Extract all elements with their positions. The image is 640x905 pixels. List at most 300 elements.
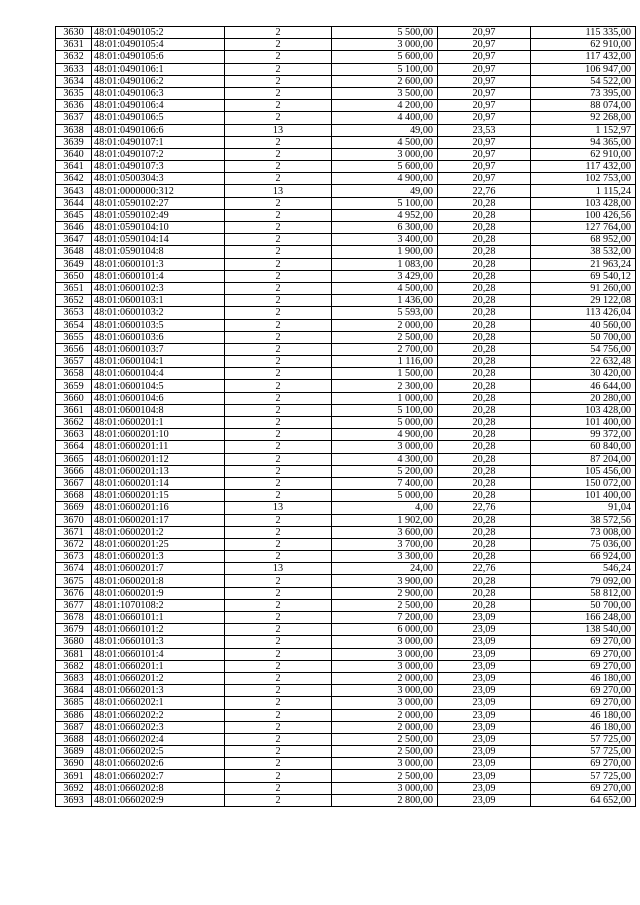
rate-cell: 23,09 bbox=[438, 758, 531, 770]
category-code-cell: 2 bbox=[225, 721, 332, 733]
cadastral-value-cell: 117 432,00 bbox=[531, 161, 636, 173]
category-code-cell: 2 bbox=[225, 319, 332, 331]
area-cell: 4 300,00 bbox=[332, 453, 438, 465]
table-row bbox=[56, 404, 636, 416]
row-number-cell: 3688 bbox=[56, 733, 92, 745]
row-number-cell: 3682 bbox=[56, 660, 92, 672]
cadastral-value-cell: 150 072,00 bbox=[531, 477, 636, 489]
area-cell: 5 000,00 bbox=[332, 490, 438, 502]
rate-cell: 20,28 bbox=[438, 404, 531, 416]
rate-cell: 20,28 bbox=[438, 538, 531, 550]
cadastral-value-cell: 138 540,00 bbox=[531, 624, 636, 636]
category-code-cell: 2 bbox=[225, 648, 332, 660]
area-cell: 2 800,00 bbox=[332, 794, 438, 806]
cadastral-value-cell: 29 122,08 bbox=[531, 295, 636, 307]
rate-cell: 20,28 bbox=[438, 587, 531, 599]
cadastral-value-cell: 38 572,56 bbox=[531, 514, 636, 526]
cadastral-number-cell: 48:01:0600201:7 bbox=[92, 563, 225, 575]
rate-cell: 20,28 bbox=[438, 453, 531, 465]
category-code-cell: 2 bbox=[225, 733, 332, 745]
cadastral-number-cell: 48:01:0600201:11 bbox=[92, 441, 225, 453]
rate-cell: 20,28 bbox=[438, 429, 531, 441]
area-cell: 2 000,00 bbox=[332, 709, 438, 721]
category-code-cell: 2 bbox=[225, 587, 332, 599]
rate-cell: 20,28 bbox=[438, 551, 531, 563]
category-code-cell: 2 bbox=[225, 575, 332, 587]
row-number-cell: 3672 bbox=[56, 538, 92, 550]
rate-cell: 20,28 bbox=[438, 197, 531, 209]
table-row bbox=[56, 624, 636, 636]
rate-cell: 20,28 bbox=[438, 295, 531, 307]
table-row bbox=[56, 587, 636, 599]
cadastral-value-cell: 57 725,00 bbox=[531, 746, 636, 758]
row-number-cell: 3654 bbox=[56, 319, 92, 331]
category-code-cell: 2 bbox=[225, 234, 332, 246]
area-cell: 1 500,00 bbox=[332, 368, 438, 380]
rate-cell: 23,53 bbox=[438, 124, 531, 136]
cadastral-number-cell: 48:01:0490106:5 bbox=[92, 112, 225, 124]
row-number-cell: 3673 bbox=[56, 551, 92, 563]
table-row bbox=[56, 295, 636, 307]
area-cell: 2 300,00 bbox=[332, 380, 438, 392]
row-number-cell: 3650 bbox=[56, 270, 92, 282]
table-row bbox=[56, 392, 636, 404]
rate-cell: 20,28 bbox=[438, 343, 531, 355]
row-number-cell: 3633 bbox=[56, 63, 92, 75]
cadastral-number-cell: 48:01:0660101:3 bbox=[92, 636, 225, 648]
table-row bbox=[56, 319, 636, 331]
rate-cell: 20,28 bbox=[438, 222, 531, 234]
rate-cell: 20,28 bbox=[438, 307, 531, 319]
cadastral-value-cell: 69 270,00 bbox=[531, 782, 636, 794]
rate-cell: 23,09 bbox=[438, 733, 531, 745]
cadastral-number-cell: 48:01:0600104:4 bbox=[92, 368, 225, 380]
table-row bbox=[56, 697, 636, 709]
area-cell: 4 900,00 bbox=[332, 173, 438, 185]
category-code-cell: 2 bbox=[225, 697, 332, 709]
table-row bbox=[56, 782, 636, 794]
category-code-cell: 2 bbox=[225, 295, 332, 307]
area-cell: 49,00 bbox=[332, 124, 438, 136]
area-cell: 5 100,00 bbox=[332, 63, 438, 75]
table-row bbox=[56, 746, 636, 758]
area-cell: 2 600,00 bbox=[332, 75, 438, 87]
rate-cell: 23,09 bbox=[438, 648, 531, 660]
row-number-cell: 3671 bbox=[56, 526, 92, 538]
category-code-cell: 2 bbox=[225, 551, 332, 563]
rate-cell: 20,97 bbox=[438, 161, 531, 173]
cadastral-number-cell: 48:01:0600104:8 bbox=[92, 404, 225, 416]
row-number-cell: 3636 bbox=[56, 100, 92, 112]
table-row bbox=[56, 453, 636, 465]
cadastral-number-cell: 48:01:0590104:14 bbox=[92, 234, 225, 246]
rate-cell: 22,76 bbox=[438, 185, 531, 197]
cadastral-value-cell: 69 270,00 bbox=[531, 685, 636, 697]
cadastral-value-cell: 91 260,00 bbox=[531, 282, 636, 294]
cadastral-value-cell: 66 924,00 bbox=[531, 551, 636, 563]
table-row bbox=[56, 514, 636, 526]
rate-cell: 20,97 bbox=[438, 173, 531, 185]
row-number-cell: 3685 bbox=[56, 697, 92, 709]
category-code-cell: 2 bbox=[225, 222, 332, 234]
row-number-cell: 3675 bbox=[56, 575, 92, 587]
table-body bbox=[56, 27, 636, 807]
category-code-cell: 2 bbox=[225, 282, 332, 294]
table-row bbox=[56, 636, 636, 648]
cadastral-number-cell: 48:01:0660202:4 bbox=[92, 733, 225, 745]
cadastral-number-cell: 48:01:1070108:2 bbox=[92, 599, 225, 611]
cadastral-number-cell: 48:01:0600103:7 bbox=[92, 343, 225, 355]
cadastral-number-cell: 48:01:0490107:1 bbox=[92, 136, 225, 148]
row-number-cell: 3641 bbox=[56, 161, 92, 173]
category-code-cell: 2 bbox=[225, 380, 332, 392]
row-number-cell: 3679 bbox=[56, 624, 92, 636]
cadastral-number-cell: 48:01:0600201:3 bbox=[92, 551, 225, 563]
category-code-cell: 2 bbox=[225, 612, 332, 624]
cadastral-value-cell: 79 092,00 bbox=[531, 575, 636, 587]
table-row bbox=[56, 356, 636, 368]
cadastral-value-cell: 50 700,00 bbox=[531, 599, 636, 611]
row-number-cell: 3660 bbox=[56, 392, 92, 404]
table-row bbox=[56, 234, 636, 246]
table-row bbox=[56, 380, 636, 392]
cadastral-number-cell: 48:01:0590104:8 bbox=[92, 246, 225, 258]
table-row bbox=[56, 222, 636, 234]
area-cell: 3 700,00 bbox=[332, 538, 438, 550]
category-code-cell: 2 bbox=[225, 100, 332, 112]
cadastral-number-cell: 48:01:0490106:1 bbox=[92, 63, 225, 75]
rate-cell: 20,28 bbox=[438, 465, 531, 477]
area-cell: 3 000,00 bbox=[332, 148, 438, 160]
rate-cell: 23,09 bbox=[438, 685, 531, 697]
cadastral-number-cell: 48:01:0600103:1 bbox=[92, 295, 225, 307]
cadastral-value-cell: 102 753,00 bbox=[531, 173, 636, 185]
category-code-cell: 2 bbox=[225, 161, 332, 173]
area-cell: 6 300,00 bbox=[332, 222, 438, 234]
cadastral-value-cell: 115 335,00 bbox=[531, 27, 636, 39]
cadastral-value-cell: 101 400,00 bbox=[531, 417, 636, 429]
category-code-cell: 2 bbox=[225, 39, 332, 51]
row-number-cell: 3665 bbox=[56, 453, 92, 465]
rate-cell: 20,97 bbox=[438, 27, 531, 39]
rate-cell: 20,28 bbox=[438, 417, 531, 429]
category-code-cell: 2 bbox=[225, 538, 332, 550]
category-code-cell: 2 bbox=[225, 356, 332, 368]
cadastral-value-cell: 166 248,00 bbox=[531, 612, 636, 624]
cadastral-number-cell: 48:01:0660202:6 bbox=[92, 758, 225, 770]
rate-cell: 20,28 bbox=[438, 368, 531, 380]
table-row bbox=[56, 672, 636, 684]
area-cell: 6 000,00 bbox=[332, 624, 438, 636]
cadastral-value-cell: 73 008,00 bbox=[531, 526, 636, 538]
cadastral-number-cell: 48:01:0000000:312 bbox=[92, 185, 225, 197]
cadastral-number-cell: 48:01:0590102:27 bbox=[92, 197, 225, 209]
table-row bbox=[56, 563, 636, 575]
cadastral-number-cell: 48:01:0490106:6 bbox=[92, 124, 225, 136]
category-code-cell: 2 bbox=[225, 746, 332, 758]
cadastral-value-cell: 69 270,00 bbox=[531, 648, 636, 660]
category-code-cell: 2 bbox=[225, 331, 332, 343]
cadastral-value-cell: 69 540,12 bbox=[531, 270, 636, 282]
cadastral-value-cell: 99 372,00 bbox=[531, 429, 636, 441]
cadastral-number-cell: 48:01:0600201:9 bbox=[92, 587, 225, 599]
category-code-cell: 2 bbox=[225, 75, 332, 87]
category-code-cell: 2 bbox=[225, 636, 332, 648]
row-number-cell: 3674 bbox=[56, 563, 92, 575]
cadastral-value-cell: 22 632,48 bbox=[531, 356, 636, 368]
cadastral-number-cell: 48:01:0660202:2 bbox=[92, 709, 225, 721]
row-number-cell: 3668 bbox=[56, 490, 92, 502]
cadastral-number-cell: 48:01:0600201:25 bbox=[92, 538, 225, 550]
rate-cell: 23,09 bbox=[438, 721, 531, 733]
row-number-cell: 3645 bbox=[56, 209, 92, 221]
table-row bbox=[56, 417, 636, 429]
row-number-cell: 3649 bbox=[56, 258, 92, 270]
table-row bbox=[56, 307, 636, 319]
table-row bbox=[56, 161, 636, 173]
table-row bbox=[56, 770, 636, 782]
area-cell: 3 600,00 bbox=[332, 526, 438, 538]
area-cell: 49,00 bbox=[332, 185, 438, 197]
area-cell: 1 000,00 bbox=[332, 392, 438, 404]
rate-cell: 20,97 bbox=[438, 39, 531, 51]
row-number-cell: 3640 bbox=[56, 148, 92, 160]
category-code-cell: 2 bbox=[225, 136, 332, 148]
category-code-cell: 2 bbox=[225, 209, 332, 221]
rate-cell: 20,28 bbox=[438, 234, 531, 246]
row-number-cell: 3639 bbox=[56, 136, 92, 148]
cadastral-value-cell: 46 180,00 bbox=[531, 672, 636, 684]
area-cell: 2 500,00 bbox=[332, 770, 438, 782]
category-code-cell: 2 bbox=[225, 63, 332, 75]
rate-cell: 20,28 bbox=[438, 246, 531, 258]
table-row bbox=[56, 124, 636, 136]
area-cell: 4 400,00 bbox=[332, 112, 438, 124]
row-number-cell: 3648 bbox=[56, 246, 92, 258]
cadastral-number-cell: 48:01:0490107:3 bbox=[92, 161, 225, 173]
table-row bbox=[56, 209, 636, 221]
cadastral-value-cell: 68 952,00 bbox=[531, 234, 636, 246]
row-number-cell: 3684 bbox=[56, 685, 92, 697]
cadastral-value-cell: 113 426,04 bbox=[531, 307, 636, 319]
area-cell: 1 083,00 bbox=[332, 258, 438, 270]
category-code-cell: 2 bbox=[225, 343, 332, 355]
table-row bbox=[56, 599, 636, 611]
cadastral-number-cell: 48:01:0600201:10 bbox=[92, 429, 225, 441]
table-row bbox=[56, 100, 636, 112]
category-code-cell: 2 bbox=[225, 599, 332, 611]
cadastral-number-cell: 48:01:0490105:2 bbox=[92, 27, 225, 39]
cadastral-number-cell: 48:01:0660201:1 bbox=[92, 660, 225, 672]
area-cell: 2 500,00 bbox=[332, 599, 438, 611]
cadastral-number-cell: 48:01:0600101:3 bbox=[92, 258, 225, 270]
rate-cell: 20,28 bbox=[438, 258, 531, 270]
cadastral-value-table bbox=[55, 26, 636, 807]
cadastral-value-cell: 54 522,00 bbox=[531, 75, 636, 87]
cadastral-number-cell: 48:01:0660202:8 bbox=[92, 782, 225, 794]
cadastral-number-cell: 48:01:0660101:4 bbox=[92, 648, 225, 660]
cadastral-value-cell: 30 420,00 bbox=[531, 368, 636, 380]
rate-cell: 23,09 bbox=[438, 782, 531, 794]
row-number-cell: 3642 bbox=[56, 173, 92, 185]
cadastral-value-cell: 46 180,00 bbox=[531, 709, 636, 721]
rate-cell: 20,97 bbox=[438, 112, 531, 124]
table-row bbox=[56, 794, 636, 806]
row-number-cell: 3661 bbox=[56, 404, 92, 416]
area-cell: 3 000,00 bbox=[332, 697, 438, 709]
cadastral-value-cell: 127 764,00 bbox=[531, 222, 636, 234]
table-row bbox=[56, 39, 636, 51]
area-cell: 5 600,00 bbox=[332, 51, 438, 63]
area-cell: 5 500,00 bbox=[332, 27, 438, 39]
cadastral-value-cell: 62 910,00 bbox=[531, 148, 636, 160]
table-row bbox=[56, 660, 636, 672]
cadastral-value-cell: 46 180,00 bbox=[531, 721, 636, 733]
row-number-cell: 3658 bbox=[56, 368, 92, 380]
cadastral-value-cell: 38 532,00 bbox=[531, 246, 636, 258]
table-row bbox=[56, 112, 636, 124]
category-code-cell: 2 bbox=[225, 441, 332, 453]
table-row bbox=[56, 197, 636, 209]
cadastral-number-cell: 48:01:0490105:4 bbox=[92, 39, 225, 51]
row-number-cell: 3687 bbox=[56, 721, 92, 733]
table-row bbox=[56, 733, 636, 745]
area-cell: 3 000,00 bbox=[332, 636, 438, 648]
area-cell: 3 300,00 bbox=[332, 551, 438, 563]
cadastral-value-cell: 58 812,00 bbox=[531, 587, 636, 599]
table-row bbox=[56, 27, 636, 39]
cadastral-value-cell: 87 204,00 bbox=[531, 453, 636, 465]
row-number-cell: 3670 bbox=[56, 514, 92, 526]
area-cell: 5 600,00 bbox=[332, 161, 438, 173]
cadastral-value-cell: 92 268,00 bbox=[531, 112, 636, 124]
cadastral-number-cell: 48:01:0600102:3 bbox=[92, 282, 225, 294]
row-number-cell: 3690 bbox=[56, 758, 92, 770]
rate-cell: 20,97 bbox=[438, 100, 531, 112]
rate-cell: 20,28 bbox=[438, 392, 531, 404]
rate-cell: 20,97 bbox=[438, 63, 531, 75]
cadastral-number-cell: 48:01:0600201:14 bbox=[92, 477, 225, 489]
category-code-cell: 2 bbox=[225, 87, 332, 99]
table-row bbox=[56, 173, 636, 185]
rate-cell: 23,09 bbox=[438, 709, 531, 721]
cadastral-number-cell: 48:01:0660201:2 bbox=[92, 672, 225, 684]
table-row bbox=[56, 331, 636, 343]
cadastral-value-cell: 50 700,00 bbox=[531, 331, 636, 343]
cadastral-value-cell: 1 152,97 bbox=[531, 124, 636, 136]
cadastral-value-cell: 546,24 bbox=[531, 563, 636, 575]
table-row bbox=[56, 465, 636, 477]
area-cell: 3 000,00 bbox=[332, 782, 438, 794]
area-cell: 3 000,00 bbox=[332, 39, 438, 51]
table-row bbox=[56, 368, 636, 380]
table-row bbox=[56, 685, 636, 697]
cadastral-number-cell: 48:01:0600104:5 bbox=[92, 380, 225, 392]
cadastral-number-cell: 48:01:0660202:5 bbox=[92, 746, 225, 758]
cadastral-value-cell: 60 840,00 bbox=[531, 441, 636, 453]
cadastral-value-cell: 57 725,00 bbox=[531, 770, 636, 782]
cadastral-value-cell: 94 365,00 bbox=[531, 136, 636, 148]
row-number-cell: 3678 bbox=[56, 612, 92, 624]
table-row bbox=[56, 612, 636, 624]
row-number-cell: 3643 bbox=[56, 185, 92, 197]
category-code-cell: 2 bbox=[225, 794, 332, 806]
table-row bbox=[56, 709, 636, 721]
rate-cell: 20,97 bbox=[438, 51, 531, 63]
cadastral-number-cell: 48:01:0600104:6 bbox=[92, 392, 225, 404]
category-code-cell: 2 bbox=[225, 51, 332, 63]
area-cell: 4 952,00 bbox=[332, 209, 438, 221]
table-row bbox=[56, 343, 636, 355]
cadastral-number-cell: 48:01:0660101:2 bbox=[92, 624, 225, 636]
area-cell: 3 000,00 bbox=[332, 441, 438, 453]
cadastral-value-cell: 103 428,00 bbox=[531, 197, 636, 209]
category-code-cell: 2 bbox=[225, 112, 332, 124]
cadastral-value-cell: 46 644,00 bbox=[531, 380, 636, 392]
category-code-cell: 2 bbox=[225, 197, 332, 209]
area-cell: 4 200,00 bbox=[332, 100, 438, 112]
row-number-cell: 3653 bbox=[56, 307, 92, 319]
category-code-cell: 2 bbox=[225, 685, 332, 697]
rate-cell: 20,28 bbox=[438, 282, 531, 294]
category-code-cell: 2 bbox=[225, 27, 332, 39]
row-number-cell: 3681 bbox=[56, 648, 92, 660]
row-number-cell: 3676 bbox=[56, 587, 92, 599]
area-cell: 2 000,00 bbox=[332, 721, 438, 733]
category-code-cell: 2 bbox=[225, 429, 332, 441]
rate-cell: 23,09 bbox=[438, 660, 531, 672]
category-code-cell: 2 bbox=[225, 672, 332, 684]
table-row bbox=[56, 51, 636, 63]
row-number-cell: 3646 bbox=[56, 222, 92, 234]
row-number-cell: 3659 bbox=[56, 380, 92, 392]
cadastral-value-cell: 20 280,00 bbox=[531, 392, 636, 404]
cadastral-value-cell: 69 270,00 bbox=[531, 660, 636, 672]
row-number-cell: 3664 bbox=[56, 441, 92, 453]
rate-cell: 20,28 bbox=[438, 514, 531, 526]
table-row bbox=[56, 148, 636, 160]
table-row bbox=[56, 477, 636, 489]
row-number-cell: 3647 bbox=[56, 234, 92, 246]
rate-cell: 20,97 bbox=[438, 75, 531, 87]
area-cell: 4 900,00 bbox=[332, 429, 438, 441]
row-number-cell: 3691 bbox=[56, 770, 92, 782]
cadastral-value-cell: 69 270,00 bbox=[531, 636, 636, 648]
table-row bbox=[56, 75, 636, 87]
category-code-cell: 2 bbox=[225, 417, 332, 429]
cadastral-value-cell: 100 426,56 bbox=[531, 209, 636, 221]
cadastral-number-cell: 48:01:0600201:2 bbox=[92, 526, 225, 538]
cadastral-number-cell: 48:01:0500304:3 bbox=[92, 173, 225, 185]
row-number-cell: 3677 bbox=[56, 599, 92, 611]
table-row bbox=[56, 246, 636, 258]
rate-cell: 20,28 bbox=[438, 599, 531, 611]
area-cell: 2 700,00 bbox=[332, 343, 438, 355]
area-cell: 5 593,00 bbox=[332, 307, 438, 319]
table-row bbox=[56, 87, 636, 99]
table-row bbox=[56, 758, 636, 770]
rate-cell: 23,09 bbox=[438, 636, 531, 648]
row-number-cell: 3689 bbox=[56, 746, 92, 758]
table-row bbox=[56, 429, 636, 441]
cadastral-number-cell: 48:01:0660201:3 bbox=[92, 685, 225, 697]
table-row bbox=[56, 648, 636, 660]
table-row bbox=[56, 185, 636, 197]
area-cell: 2 000,00 bbox=[332, 319, 438, 331]
category-code-cell: 2 bbox=[225, 770, 332, 782]
rate-cell: 20,28 bbox=[438, 270, 531, 282]
row-number-cell: 3632 bbox=[56, 51, 92, 63]
